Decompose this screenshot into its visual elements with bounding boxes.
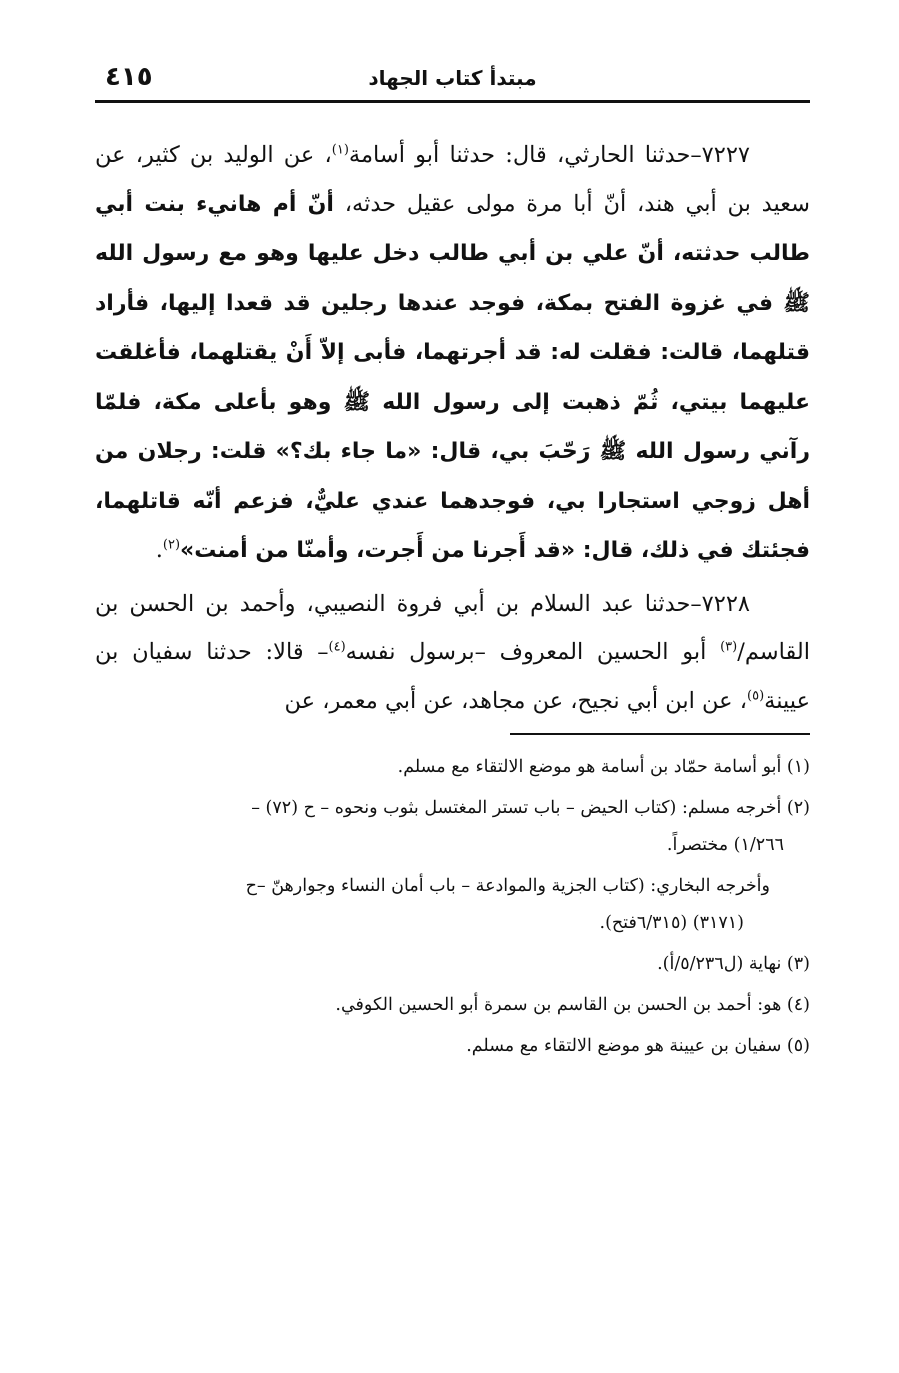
hadith-7227-end: . — [155, 537, 163, 563]
footnote-5: (٥) سفيان بن عيينة هو موضع الالتقاء مع مسلم. — [466, 1036, 810, 1056]
hadith-7228 — [95, 580, 810, 726]
book-page — [95, 60, 810, 1350]
footnote-1: (١) أبو أسامة حمّاد بن أسامة هو موضع الالتقاء مع مسلم. — [397, 757, 810, 777]
footnote-2-line-2: ١/٢٦٦) مختصراً. — [666, 835, 784, 855]
hadith-7228-part-b: أبو الحسين المعروف –برسول نفسه — [345, 639, 721, 665]
footnote-ref-2: (٢) — [162, 537, 181, 553]
page-header — [95, 60, 810, 103]
footnotes — [95, 749, 810, 1065]
hadith-7228-part-d: ، عن ابن أبي نجيح، عن مجاهد، عن أبي معمر، عن — [284, 687, 747, 714]
hadith-7227-isnad-rest: ، عن الوليد بن كثير، عن سعيد بن أبي هند، أنّ أبا مرة مولى عقيل حدثه، — [95, 142, 810, 217]
hadith-7227-isnad-start: ٧٢٢٧–حدثنا الحارثي، قال: حدثنا أبو أسامة — [348, 142, 750, 168]
footnote-3: (٣) نهاية (ل٥/٢٣٦/أ). — [657, 954, 810, 974]
footnote-2-bukhari — [95, 868, 810, 942]
footnote-2-bukhari-line-2: (٣١٧١) (٦/٣١٥فتح). — [599, 913, 744, 933]
footnote-divider — [510, 733, 810, 735]
hadith-7227-matn: أنّ أم هانيء بنت أبي طالب حدثته، أنّ علي بن أبي طالب دخل عليها وهو مع رسول الله ﷺ في غزوة الفتح بمكة، فوجد عندها رجلين قد قعدا إليها، فأراد قتلهما، قالت: فقلت له: قد أجرتهما، فأبى إلاّ أَنْ يقتلهما، فأغلقت عليهما بيتي، ثُمّ ذهبت إلى رسول الله ﷺ وهو بأعلى مكة، فلمّا رآني رسول الله ﷺ رَحّبَ بي، قال: «ما جاء بك؟» قلت: رجلان من أهل زوجي استجارا بي، فوجدهما عندي عليٌّ، فزعم أنّه قاتلهما، فجئتك في ذلك، قال: «قد أَجرنا من أَجرت، وأمنّا من أمنت» — [95, 191, 810, 563]
footnote-2-line-1: (٢) أخرجه مسلم: (كتاب الحيض – باب تستر المغتسل بثوب ونحوه – ح (٧٢) – — [251, 798, 810, 818]
footnote-ref-5: (٥) — [747, 688, 765, 703]
page-number: ٤١٥ — [105, 62, 153, 92]
footnote-ref-1: (١) — [331, 142, 349, 158]
hadith-7228-part-c: – قالا: حدثنا سفيان بن عيينة — [95, 639, 810, 714]
footnote-2-bukhari-line-1: وأخرجه البخاري: (كتاب الجزية والموادعة – باب أمان النساء وجوارهنّ –ح — [245, 876, 770, 896]
footnote-4: (٤) هو: أحمد بن الحسن بن القاسم بن سمرة أبو الحسين الكوفي. — [335, 995, 810, 1015]
footnote-2 — [95, 790, 810, 864]
footnote-ref-4: (٤) — [328, 639, 346, 655]
main-text — [95, 131, 810, 725]
hadith-7227 — [95, 131, 810, 576]
footnote-ref-3: (٣) — [720, 639, 738, 655]
hadith-7228-part-a: ٧٢٢٨–حدثنا عبد السلام بن أبي فروة النصيبي، وأحمد بن الحسن بن القاسم/ — [95, 590, 810, 665]
running-title: مبتدأ كتاب الجهاد — [368, 66, 537, 90]
